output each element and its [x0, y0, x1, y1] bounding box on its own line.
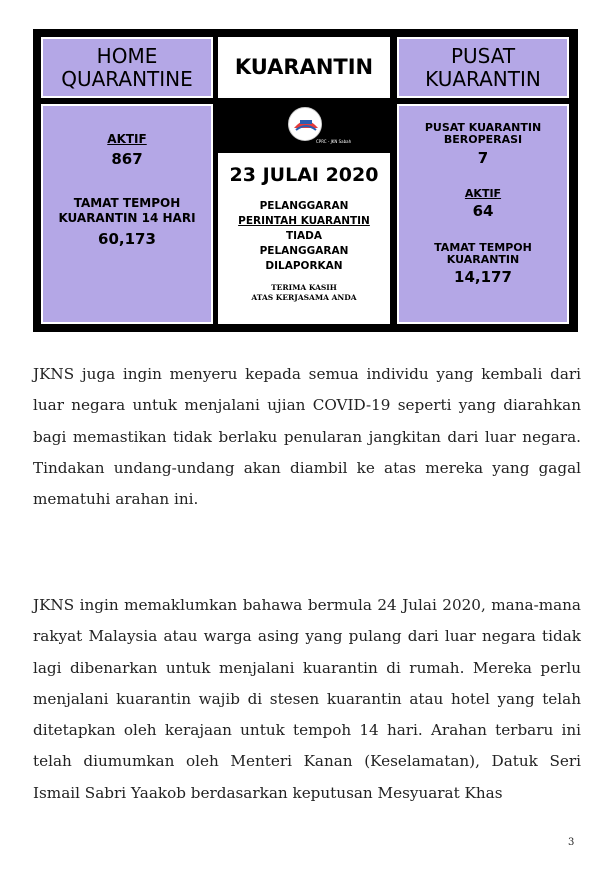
home-quarantine-panel: [41, 104, 213, 324]
page-number: 3: [568, 837, 575, 848]
home-aktif-label: AKTIF: [107, 132, 147, 146]
report-date: 23 JULAI 2020: [229, 164, 379, 186]
thanks-line1: TERIMA KASIH: [271, 283, 337, 292]
pusat-tamat-value: 14,177: [454, 268, 512, 286]
pusat-kuarantin-header: [397, 37, 569, 98]
home-quarantine-title: HOME QUARANTINE: [61, 43, 193, 91]
pelanggaran-line3: TIADA: [285, 230, 323, 242]
pelanggaran-line5: DILAPORKAN: [265, 260, 343, 272]
sabah-logo-icon: [288, 107, 322, 141]
home-tamat-value: 60,173: [98, 230, 156, 248]
date-panel: [218, 153, 390, 324]
kuarantin-title: KUARANTIN: [234, 55, 374, 79]
thanks-line2: ATAS KERJASAMA ANDA: [251, 293, 357, 302]
home-aktif-value: 867: [111, 150, 143, 168]
home-tamat-text: TAMAT TEMPOH KUARANTIN 14 HARI: [58, 196, 196, 225]
pusat-aktif-label: AKTIF: [464, 187, 502, 200]
kuarantin-header: [218, 37, 390, 98]
home-quarantine-header: [41, 37, 213, 98]
paragraph-2: JKNS ingin memaklumkan bahawa bermula 24 Julai 2020, mana-mana rakyat Malaysia atau warga asing yang pulang dari luar negara tidak lagi dibenarkan untuk menjalani kuarantin di rumah. Mereka perlu menjalani kuarantin wajib di stesen kuarantin atau hotel yang telah ditetapkan oleh kerajaan untuk tempoh 14 hari. Arahan terbaru ini telah diumumkan oleh Menteri Kanan (Keselamatan), Datuk Seri Ismail Sabri Yaakob berdasarkan keputusan Mesyuarat Khas: [33, 596, 581, 802]
pusat-beroperasi-value: 7: [477, 149, 489, 167]
quarantine-infographic: [33, 29, 578, 332]
pusat-aktif-value: 64: [472, 202, 494, 220]
pelanggaran-line2: PERINTAH KUARANTIN: [238, 215, 370, 227]
pelanggaran-line4: PELANGGARAN: [259, 245, 349, 257]
logo-subtext: CPRC - JKN Sabah: [316, 139, 352, 144]
pusat-tamat-label: TAMAT TEMPOH KUARANTIN: [434, 241, 532, 266]
pusat-kuarantin-panel: [397, 104, 569, 324]
pusat-kuarantin-title: PUSAT KUARANTIN: [425, 43, 541, 91]
pelanggaran-line1: PELANGGARAN: [259, 200, 349, 212]
pusat-beroperasi-label: PUSAT KUARANTIN BEROPERASI: [424, 121, 542, 146]
paragraph-1: JKNS juga ingin menyeru kepada semua individu yang kembali dari luar negara untuk menjalani ujian COVID-19 seperti yang diarahkan bagi memastikan tidak berlaku penularan jangkitan dari luar negara. Tindakan undang-undang akan diambil ke atas mereka yang gagal mematuhi arahan ini.: [33, 365, 581, 509]
home-tamat-label: [43, 196, 211, 226]
